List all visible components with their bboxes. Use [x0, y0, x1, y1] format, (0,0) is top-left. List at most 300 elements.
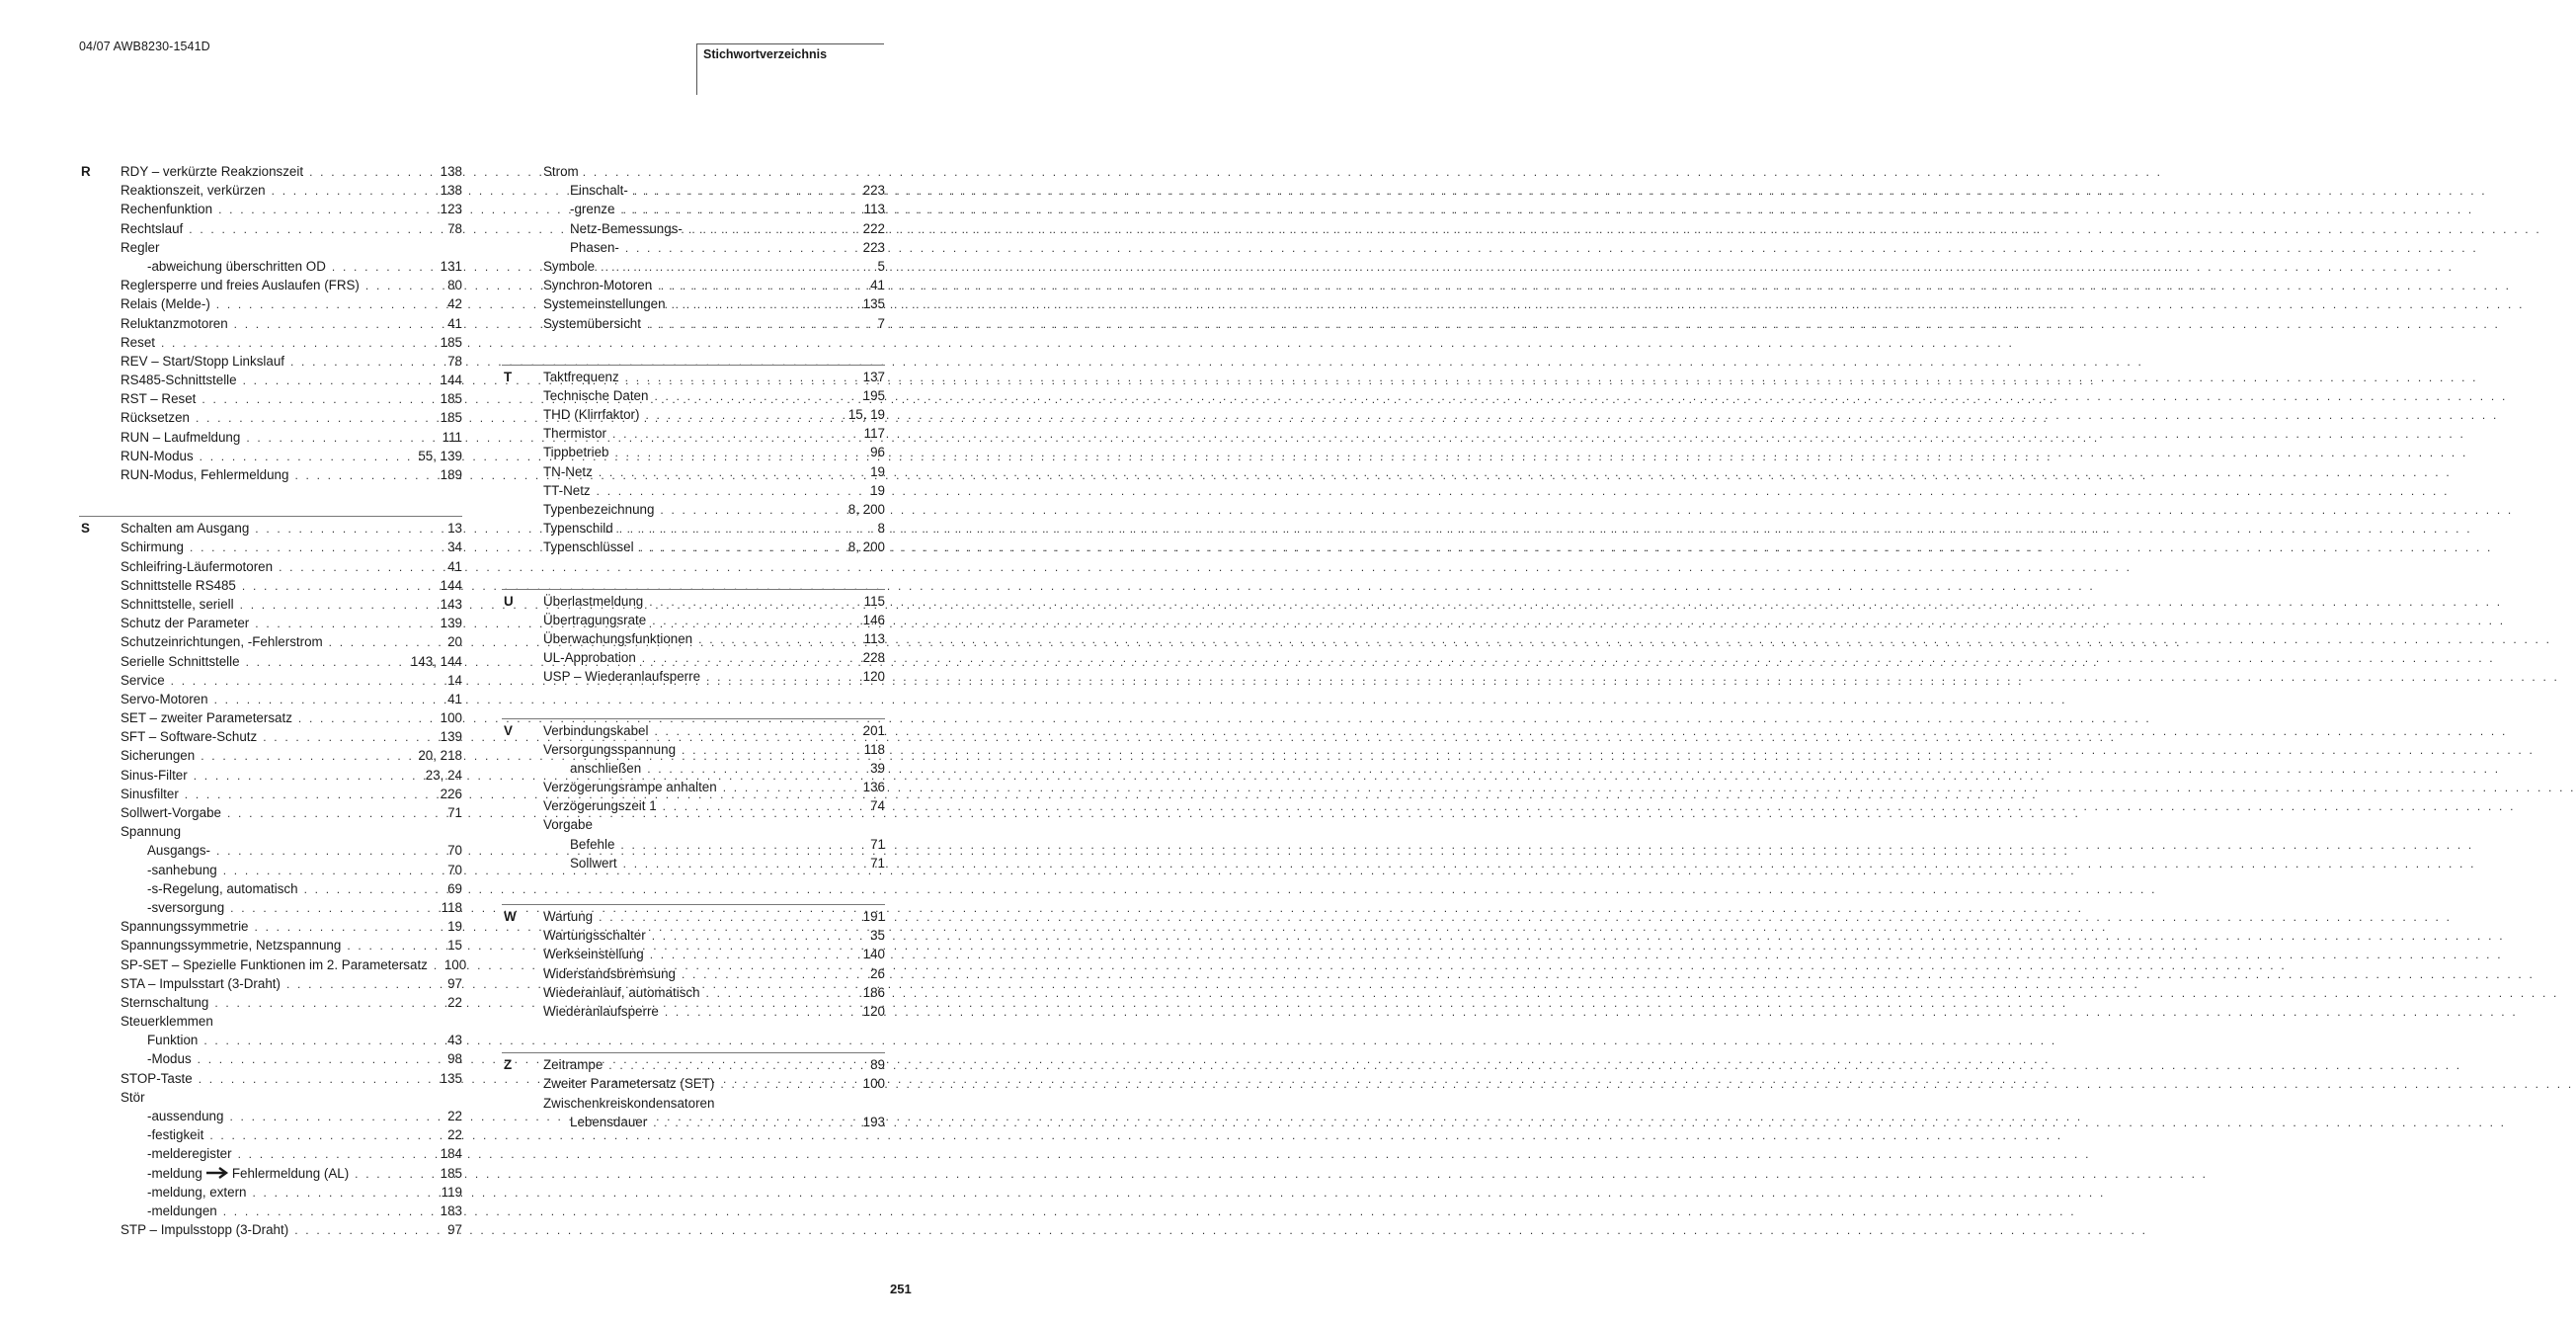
index-term: [121, 428, 240, 447]
index-page-ref: 26: [870, 965, 885, 981]
index-page-ref: 97: [447, 975, 462, 991]
dot-leader: [234, 596, 441, 615]
arrow-right-icon: [205, 1167, 229, 1179]
index-group: [502, 160, 885, 333]
dot-leader: [648, 387, 862, 406]
index-entry: [543, 386, 885, 405]
index-page-ref: 19: [870, 482, 885, 498]
index-term: [543, 386, 648, 405]
index-term-text: Zwischenkreiskondensatoren: [543, 1095, 715, 1111]
dot-leader: [634, 539, 848, 557]
index-term-text: Sternschaltung: [121, 994, 209, 1010]
index-letter: R: [81, 164, 91, 179]
index-entry: [543, 462, 885, 481]
index-entry: [121, 257, 462, 276]
dot-leader: [249, 520, 447, 539]
index-term-text: -meldung: [147, 1165, 202, 1181]
index-term-text: Schleifring-Läufermotoren: [121, 558, 274, 574]
index-term-text: Steuerklemmen: [121, 1014, 213, 1030]
index-term: [121, 766, 188, 785]
dot-leader: [654, 501, 847, 520]
dot-leader: [193, 1070, 441, 1089]
index-term: [543, 815, 593, 834]
index-term-text: RUN-Modus: [121, 448, 194, 463]
index-entry: [543, 294, 885, 313]
index-page-ref: 117: [863, 426, 885, 442]
index-entry: [543, 405, 885, 424]
index-entry: [121, 314, 462, 333]
index-term: [147, 1107, 223, 1125]
index-entry: [121, 595, 462, 614]
index-page-ref: 131: [440, 258, 462, 274]
index-term: [121, 803, 221, 822]
index-entry: [543, 181, 885, 200]
index-letter: Z: [504, 1057, 513, 1073]
index-entry: [121, 861, 462, 879]
index-term: [543, 1094, 714, 1113]
index-page-ref: 20: [447, 634, 462, 650]
index-entry: [543, 481, 885, 500]
index-term: [570, 181, 628, 200]
index-letter: T: [504, 369, 513, 384]
index-term-text: Service: [121, 672, 165, 688]
index-entry: [121, 181, 462, 200]
index-term-text: Servo-Motoren: [121, 691, 208, 706]
index-term-text: Taktfrequenz: [543, 369, 619, 384]
dot-leader: [281, 975, 447, 994]
index-page-ref: 120: [862, 669, 885, 685]
index-page-ref: 144: [440, 373, 462, 388]
index-term-text: Zeitrampe: [543, 1057, 604, 1073]
index-page-ref: 41: [870, 278, 885, 293]
index-entry: [121, 389, 462, 408]
index-term: [121, 746, 195, 765]
index-term-text: Synchron-Motoren: [543, 278, 653, 293]
index-term-text: SET – zweiter Parametersatz: [121, 710, 292, 726]
index-page-ref: 34: [447, 540, 462, 555]
index-page-ref: 22: [447, 994, 462, 1010]
index-page-ref: 118: [441, 899, 462, 915]
dot-leader: [614, 201, 863, 219]
index-term: [121, 576, 236, 595]
dot-leader: [198, 1032, 447, 1050]
index-page-ref: 22: [447, 1109, 462, 1123]
index-page-ref: 191: [862, 909, 885, 924]
index-term: [147, 1202, 217, 1220]
index-entry: [121, 294, 462, 313]
dot-leader: [188, 767, 426, 786]
index-term-text: RST – Reset: [121, 391, 197, 407]
dot-leader: [249, 918, 448, 937]
dot-leader: [203, 1126, 447, 1145]
index-term: [147, 257, 326, 276]
index-entry: [121, 841, 462, 860]
index-page-ref: 71: [447, 805, 462, 820]
index-term-text: Schirmung: [121, 540, 185, 555]
dot-leader: [223, 1108, 447, 1126]
index-term-text: -sversorgung: [147, 899, 225, 915]
index-term: [121, 595, 234, 614]
index-term: [121, 974, 281, 993]
dot-leader: [628, 182, 863, 201]
index-term: [147, 1125, 203, 1144]
index-term-text: Rechtslauf: [121, 220, 184, 236]
index-entry: [543, 238, 885, 257]
index-entry: [121, 447, 462, 465]
index-letter: W: [504, 909, 517, 924]
index-entry: [121, 219, 462, 238]
dot-leader: [303, 163, 441, 182]
index-entry: [543, 538, 885, 556]
index-term-text: Systemübersicht: [543, 315, 641, 331]
dot-leader: [165, 672, 447, 691]
index-page-ref: 146: [862, 612, 885, 627]
index-term-text: Rechenfunktion: [121, 202, 213, 217]
index-page-ref: 185: [440, 391, 462, 407]
index-entry: [543, 983, 885, 1002]
index-page-ref: 195: [862, 387, 885, 403]
index-entry: [543, 276, 885, 294]
index-term-text: -abweichung überschritten OD: [147, 258, 326, 274]
index-term-text: anschließen: [570, 760, 642, 776]
index-term-text: Reluktanzmotoren: [121, 315, 228, 331]
index-term-text: Widerstandsbremsung: [543, 965, 676, 981]
index-entry: [121, 785, 462, 803]
index-entry: [121, 1069, 462, 1088]
index-page-ref: 143: [440, 596, 462, 612]
index-term-text: -meldungen: [147, 1203, 217, 1218]
index-term: [543, 162, 579, 181]
index-term: [121, 652, 240, 671]
index-page-ref: 96: [870, 445, 885, 460]
index-term: [121, 389, 196, 408]
dot-leader: [192, 1050, 447, 1069]
index-term-text: Sicherungen: [121, 748, 196, 764]
index-term: [543, 1002, 659, 1021]
index-page-ref: 14: [447, 672, 462, 688]
dot-leader: [240, 429, 442, 448]
index-term-text: -meldung, extern: [147, 1184, 247, 1200]
index-page-ref: 138: [440, 183, 462, 199]
index-term-text: Einschalt-: [570, 183, 628, 199]
index-entry: [543, 1002, 885, 1021]
dot-leader: [613, 520, 878, 539]
index-term-text: Rücksetzen: [121, 410, 190, 426]
dot-leader: [647, 1114, 862, 1132]
dot-leader: [210, 295, 447, 314]
index-term: [543, 276, 652, 294]
dot-leader: [257, 728, 440, 747]
index-term: [121, 352, 284, 371]
dot-leader: [221, 804, 447, 823]
index-group: [79, 160, 462, 484]
dot-leader: [714, 1075, 862, 1094]
dot-leader: [683, 220, 863, 239]
index-page-ref: 19: [447, 919, 462, 935]
dot-leader: [700, 668, 863, 687]
dot-leader: [183, 220, 447, 239]
index-page-ref: 23, 24: [425, 767, 462, 783]
index-term-text: Verbindungskabel: [543, 722, 649, 738]
index-page-ref: 140: [862, 947, 885, 962]
index-term: [147, 1031, 198, 1049]
index-term: [543, 294, 666, 313]
index-term: [121, 294, 210, 313]
index-page-ref: 39: [870, 760, 885, 776]
index-term: [121, 538, 184, 556]
dot-leader: [184, 539, 447, 557]
dot-leader: [273, 558, 447, 577]
index-entry: [543, 1094, 885, 1113]
index-term: [147, 879, 298, 898]
dot-leader: [659, 1003, 863, 1022]
index-term-text: Stör: [121, 1089, 145, 1105]
index-page-ref: 41: [447, 691, 462, 706]
index-term: [543, 648, 636, 667]
index-entry: [543, 796, 885, 815]
index-term: [543, 257, 595, 276]
index-group: [502, 365, 885, 557]
index-term-text: Tippbetrieb: [543, 445, 609, 460]
index-term: [570, 1113, 647, 1131]
index-entry: [543, 368, 885, 386]
index-column-left: [79, 160, 467, 1239]
index-term-text: Typenschlüssel: [543, 540, 634, 555]
index-term-text: Schutzeinrichtungen, -Fehlerstrom: [121, 634, 323, 650]
index-term-text: Sollwert: [570, 855, 617, 871]
index-page-ref: 71: [870, 855, 885, 871]
index-entry: [543, 667, 885, 686]
index-term-text: Vorgabe: [543, 817, 593, 833]
dot-leader: [196, 390, 440, 409]
index-term-text: Netz-Bemessungs-: [570, 220, 683, 236]
dot-leader: [593, 463, 870, 482]
index-term-text: Schnittstelle, seriell: [121, 596, 234, 612]
dot-leader: [179, 786, 441, 804]
index-group: [502, 589, 885, 687]
dot-leader: [643, 593, 863, 612]
index-entry: [543, 926, 885, 945]
index-page-ref: 113: [863, 202, 885, 217]
index-entry: [121, 371, 462, 389]
index-term: [121, 936, 341, 954]
index-term-text: Werkseinstellung: [543, 947, 644, 962]
index-entry: [121, 200, 462, 218]
index-term: [121, 614, 249, 632]
index-entry: [543, 945, 885, 963]
index-page-ref: 135: [440, 1070, 462, 1086]
index-term-text: Serielle Schnittstelle: [121, 653, 240, 669]
index-term-text: Lebensdauer: [570, 1114, 648, 1129]
index-term: [121, 1012, 213, 1031]
dot-leader: [700, 984, 863, 1003]
index-term: [543, 443, 609, 461]
index-term: [543, 629, 692, 648]
index-page-ref: 228: [862, 650, 885, 666]
index-term-text: SFT – Software-Schutz: [121, 729, 258, 745]
index-entry: [543, 648, 885, 667]
index-term-text: Wiederanlauf, automatisch: [543, 984, 700, 1000]
index-group: [502, 718, 885, 873]
index-term: [121, 238, 159, 257]
index-page-ref: 13: [447, 521, 462, 537]
index-page-ref: 143, 144: [410, 653, 462, 669]
index-term: [543, 481, 591, 500]
dot-leader: [591, 482, 870, 501]
index-term-text: -festigkeit: [147, 1127, 204, 1143]
index-entry: [121, 576, 462, 595]
index-page-ref: 100: [443, 956, 467, 972]
index-entry: [121, 428, 462, 447]
index-term-text: Spannungssymmetrie, Netzspannung: [121, 938, 342, 954]
index-term: [121, 371, 237, 389]
index-term-text: RUN-Modus, Fehlermeldung: [121, 467, 289, 482]
index-term-text: Verzögerungszeit 1: [543, 798, 657, 814]
index-page-ref: 226: [440, 786, 462, 801]
dot-leader: [341, 937, 447, 955]
index-entry: [121, 276, 462, 294]
index-entry: [121, 746, 462, 765]
index-term-text: Wartungsschalter: [543, 928, 646, 944]
index-term: [543, 945, 644, 963]
index-entry: [543, 759, 885, 778]
index-entry: [121, 632, 462, 651]
index-page-ref: 185: [440, 334, 462, 350]
index-entry: [121, 879, 462, 898]
index-term: [543, 462, 593, 481]
index-term-text: STA – Impulsstart (3-Draht): [121, 975, 281, 991]
dot-leader: [210, 842, 447, 861]
index-page-ref: 120: [862, 1003, 885, 1019]
index-term: [121, 993, 208, 1012]
index-term: [570, 759, 641, 778]
index-term: [543, 368, 619, 386]
index-entry: [543, 835, 885, 854]
index-term: [543, 964, 676, 983]
index-page-ref: 41: [447, 558, 462, 574]
dot-leader: [224, 899, 441, 918]
index-term: [147, 1049, 192, 1068]
index-term: [121, 708, 292, 727]
index-page-ref: 138: [440, 164, 462, 179]
index-entry: [543, 740, 885, 759]
index-entry: [121, 162, 462, 181]
index-entry: [543, 257, 885, 276]
index-term: [570, 835, 614, 854]
index-term-text: Überwachungsfunktionen: [543, 630, 693, 646]
index-term-text: -s-Regelung, automatisch: [147, 880, 298, 896]
index-letter: V: [504, 722, 513, 738]
index-entry: [121, 955, 467, 974]
index-entry: [543, 854, 885, 872]
dot-leader: [666, 295, 863, 314]
index-entry: [543, 907, 885, 926]
index-page-ref: 41: [447, 315, 462, 331]
dot-leader: [288, 1221, 447, 1240]
index-term-text: Strom: [543, 164, 579, 179]
index-term: [543, 538, 634, 556]
index-page-ref: 8, 200: [847, 540, 885, 555]
index-entry: [121, 822, 462, 841]
index-page-ref: 15: [447, 938, 462, 954]
index-term-text: Schnittstelle RS485: [121, 577, 236, 593]
index-term-text: STP – Impulsstopp (3-Draht): [121, 1222, 289, 1238]
dot-leader: [614, 836, 870, 855]
index-term-text: -aussendung: [147, 1109, 224, 1123]
index-term-text: Überlastmeldung: [543, 593, 644, 609]
dot-leader: [246, 1184, 441, 1203]
index-term-text: Spannung: [121, 824, 182, 840]
dot-leader: [603, 1056, 870, 1075]
index-term-text: -grenze: [570, 202, 615, 217]
index-entry: [121, 333, 462, 352]
dot-leader: [619, 239, 863, 258]
dot-leader: [349, 1165, 440, 1184]
index-entry: [121, 1125, 462, 1144]
index-entry: [543, 1074, 885, 1093]
index-term: [570, 238, 619, 257]
index-term: [543, 721, 648, 740]
index-entry: [121, 1031, 462, 1049]
index-term: [121, 822, 181, 841]
index-entry: [543, 815, 885, 834]
index-term: [543, 424, 606, 443]
index-term: [121, 200, 212, 218]
index-entry: [543, 200, 885, 218]
index-term: [543, 907, 593, 926]
dot-leader: [657, 797, 870, 816]
index-term: [121, 785, 179, 803]
index-page-ref: 8: [877, 521, 885, 537]
index-term-text: Phasen-: [570, 239, 619, 255]
dot-leader: [208, 994, 447, 1013]
index-term-text: TT-Netz: [543, 482, 591, 498]
index-page-ref: 115: [863, 593, 885, 609]
dot-leader: [212, 201, 441, 219]
index-term-text: -sanhebung: [147, 862, 217, 877]
index-page-ref: 89: [870, 1057, 885, 1073]
index-page-ref: 35: [870, 928, 885, 944]
index-entry: [543, 778, 885, 796]
index-term-text: Wartung: [543, 909, 594, 924]
index-entry: [121, 238, 462, 257]
index-page-ref: 183: [440, 1203, 462, 1218]
dot-leader: [644, 946, 863, 964]
index-term-text: Typenschild: [543, 521, 613, 537]
index-page-ref: 8, 200: [847, 502, 885, 517]
index-term-text: Spannungssymmetrie: [121, 919, 249, 935]
index-term: [121, 162, 303, 181]
index-entry: [121, 1164, 462, 1183]
index-entry: [121, 538, 462, 556]
index-term-text: RUN – Laufmeldung: [121, 429, 241, 445]
index-entry: [121, 1049, 462, 1068]
index-page-ref: 78: [447, 220, 462, 236]
index-term: [570, 854, 617, 872]
index-entry: [543, 721, 885, 740]
index-page-ref: 19: [870, 463, 885, 479]
index-term: [543, 740, 676, 759]
index-term-text: Typenbezeichnung: [543, 502, 655, 517]
index-entry: [543, 500, 885, 519]
index-term-text: Relais (Melde-): [121, 296, 210, 312]
index-term-text: Funktion: [147, 1033, 199, 1048]
index-entry: [121, 803, 462, 822]
index-term-text: Regler: [121, 239, 160, 255]
index-entry: [543, 219, 885, 238]
dot-leader: [609, 444, 871, 462]
dot-leader: [288, 466, 440, 485]
